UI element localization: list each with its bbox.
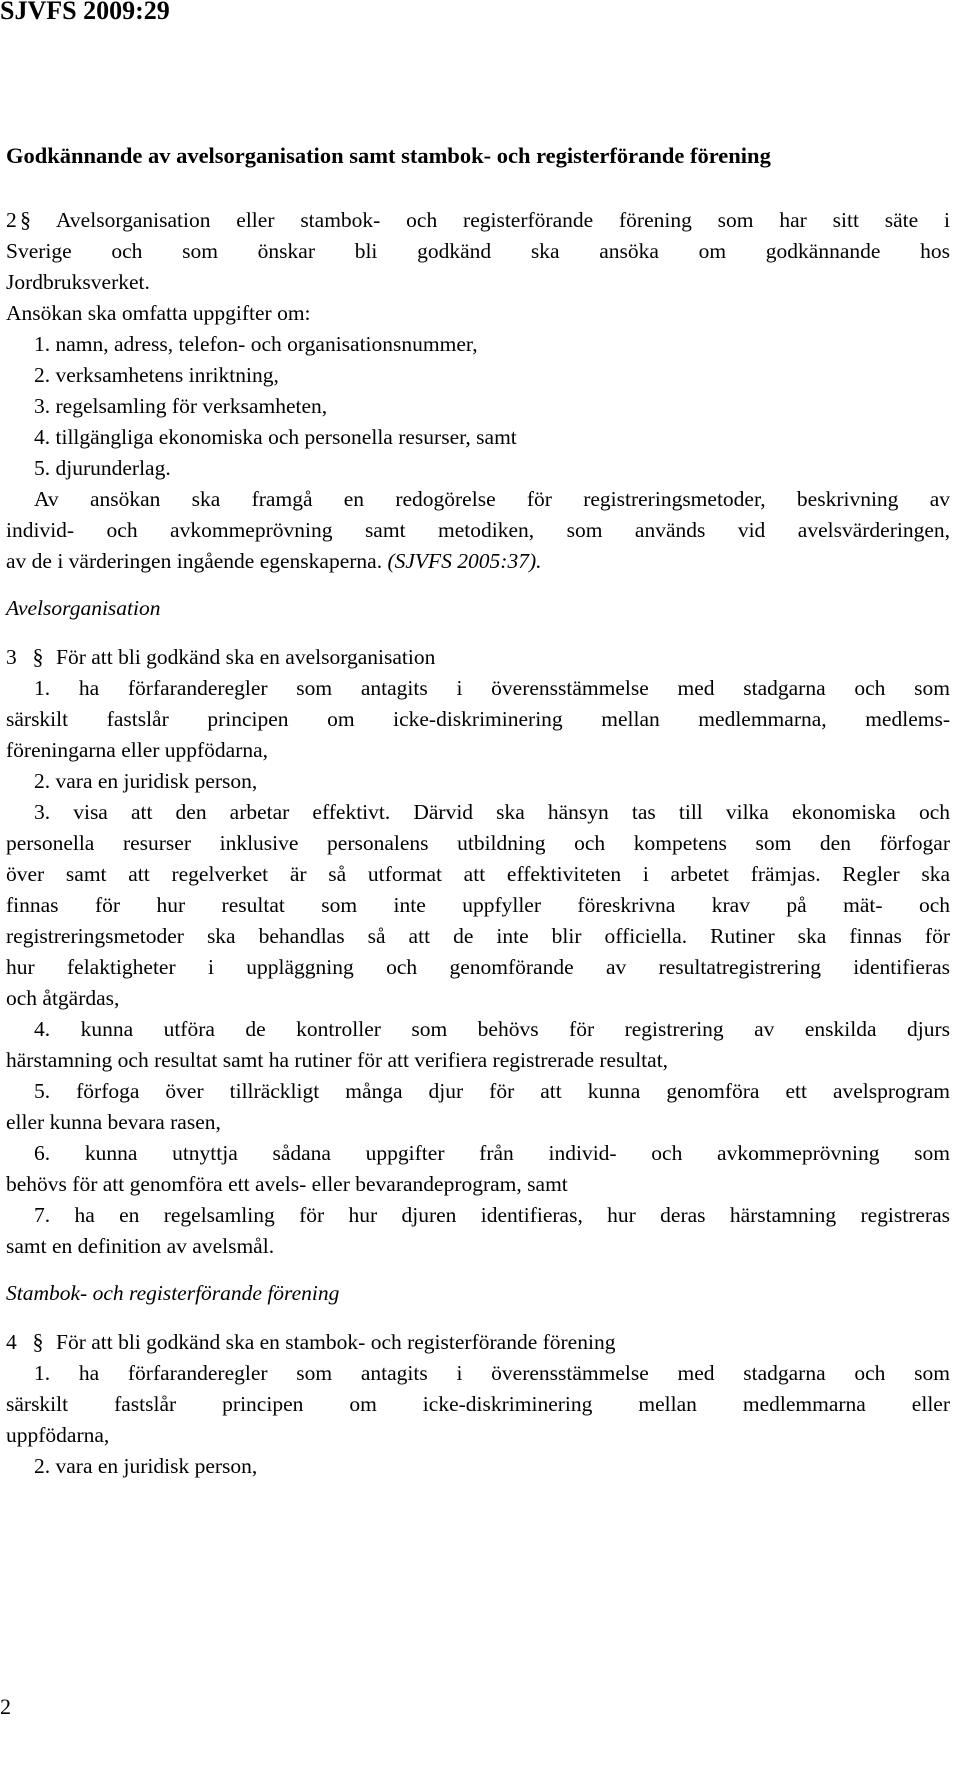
section-2-list-intro: Ansökan ska omfatta uppgifter om: bbox=[6, 301, 311, 325]
section-2-intro-line-1 bbox=[6, 204, 950, 236]
list-item-continuation: registreringsmetoder ska behandlas så att de inte blir officiella. Rutiner ska finnas för bbox=[6, 924, 950, 948]
list-item-continuation: härstamning och resultat samt ha rutiner för att verifiera registrerade resultat, bbox=[6, 1048, 669, 1072]
section-2-paragraph-line-2: individ- och avkommeprövning samt metodiken, som används vid avelsvärderingen, bbox=[6, 518, 950, 542]
section-4-intro-text: För att bli godkänd ska en stambok- och registerförande förening bbox=[56, 1330, 616, 1354]
page-number: 2 bbox=[0, 1694, 11, 1719]
section-4-intro bbox=[6, 1326, 950, 1358]
list-item: 4. kunna utföra de kontroller som behövs för registrering av enskilda djurs bbox=[34, 1017, 950, 1041]
section-sign-icon: § bbox=[32, 644, 44, 669]
section-2-paragraph-line-3 bbox=[6, 546, 950, 577]
section-sign-icon: § bbox=[32, 1329, 44, 1354]
list-item-continuation: särskilt fastslår principen om icke-diskriminering mellan medlemmarna eller bbox=[6, 1392, 950, 1416]
main-heading: Godkännande av avelsorganisation samt stambok- och registerförande förening bbox=[6, 143, 771, 168]
list-item-continuation: uppfödarna, bbox=[6, 1423, 110, 1447]
list-item-continuation: behövs för att genomföra ett avels- eller bevarandeprogram, samt bbox=[6, 1172, 568, 1196]
list-item-continuation: över samt att regelverket är så utformat att effektiviteten i arbetet främjas. Regler ska bbox=[6, 862, 950, 886]
section-number: 4 bbox=[6, 1330, 17, 1354]
list-item: 2. vara en juridisk person, bbox=[34, 1454, 258, 1478]
list-item: 4. tillgängliga ekonomiska och personella resurser, samt bbox=[34, 425, 517, 449]
list-item: 3. regelsamling för verksamheten, bbox=[34, 394, 328, 418]
section-2-paragraph-text-3: av de i värderingen ingående egenskaperna. bbox=[6, 549, 383, 573]
subheading-avelsorganisation: Avelsorganisation bbox=[6, 596, 161, 620]
regulation-reference: (SJVFS 2005:37). bbox=[387, 549, 542, 573]
list-item: 7. ha en regelsamling för hur djuren identifieras, hur deras härstamning registreras bbox=[34, 1203, 950, 1227]
list-item: 2. verksamhetens inriktning, bbox=[34, 363, 279, 387]
list-item-continuation: finnas för hur resultat som inte uppfyller föreskrivna krav på mät- och bbox=[6, 893, 950, 917]
document-header-title: SJVFS 2009:29 bbox=[0, 0, 170, 25]
section-3-intro-text: För att bli godkänd ska en avelsorganisation bbox=[56, 645, 436, 669]
list-item: 1. ha förfaranderegler som antagits i överensstämmelse med stadgarna och som bbox=[34, 676, 950, 700]
list-item-continuation: särskilt fastslår principen om icke-diskriminering mellan medlemmarna, medlems- bbox=[6, 707, 950, 731]
section-sign-icon: § bbox=[20, 207, 31, 232]
list-item: 3. visa att den arbetar effektivt. Därvid ska hänsyn tas till vilka ekonomiska och bbox=[34, 800, 950, 824]
list-item: 6. kunna utnyttja sådana uppgifter från individ- och avkommeprövning som bbox=[34, 1141, 950, 1165]
list-item: 5. djurunderlag. bbox=[34, 456, 171, 480]
list-item-continuation: samt en definition av avelsmål. bbox=[6, 1234, 275, 1258]
section-2-paragraph-line-1: Av ansökan ska framgå en redogörelse för registreringsmetoder, beskrivning av bbox=[34, 487, 950, 511]
document-body bbox=[6, 140, 950, 1482]
section-number: 3 bbox=[6, 645, 17, 669]
list-item-continuation: eller kunna bevara rasen, bbox=[6, 1110, 221, 1134]
list-item-continuation: personella resurser inklusive personalens utbildning och kompetens som den förfogar bbox=[6, 831, 950, 855]
section-2-intro-text-1: Avelsorganisation eller stambok- och registerförande förening som har sitt säte i bbox=[56, 208, 950, 232]
section-2-intro-line-3: Jordbruksverket. bbox=[6, 270, 150, 294]
section-3-intro bbox=[6, 641, 950, 673]
list-item: 1. namn, adress, telefon- och organisationsnummer, bbox=[34, 332, 478, 356]
list-item: 2. vara en juridisk person, bbox=[34, 769, 258, 793]
section-number: 2 bbox=[6, 208, 17, 232]
list-item: 1. ha förfaranderegler som antagits i överensstämmelse med stadgarna och som bbox=[34, 1361, 950, 1385]
subheading-stambok: Stambok- och registerförande förening bbox=[6, 1281, 340, 1305]
list-item-continuation: hur felaktigheter i uppläggning och genomförande av resultatregistrering identifieras bbox=[6, 955, 950, 979]
list-item-continuation: och åtgärdas, bbox=[6, 986, 120, 1010]
section-2-intro-line-2: Sverige och som önskar bli godkänd ska ansöka om godkännande hos bbox=[6, 239, 950, 263]
list-item: 5. förfoga över tillräckligt många djur för att kunna genomföra ett avelsprogram bbox=[34, 1079, 950, 1103]
section-2 bbox=[6, 204, 950, 577]
list-item-continuation: föreningarna eller uppfödarna, bbox=[6, 738, 269, 762]
section-4 bbox=[6, 1326, 950, 1482]
section-3 bbox=[6, 641, 950, 1262]
